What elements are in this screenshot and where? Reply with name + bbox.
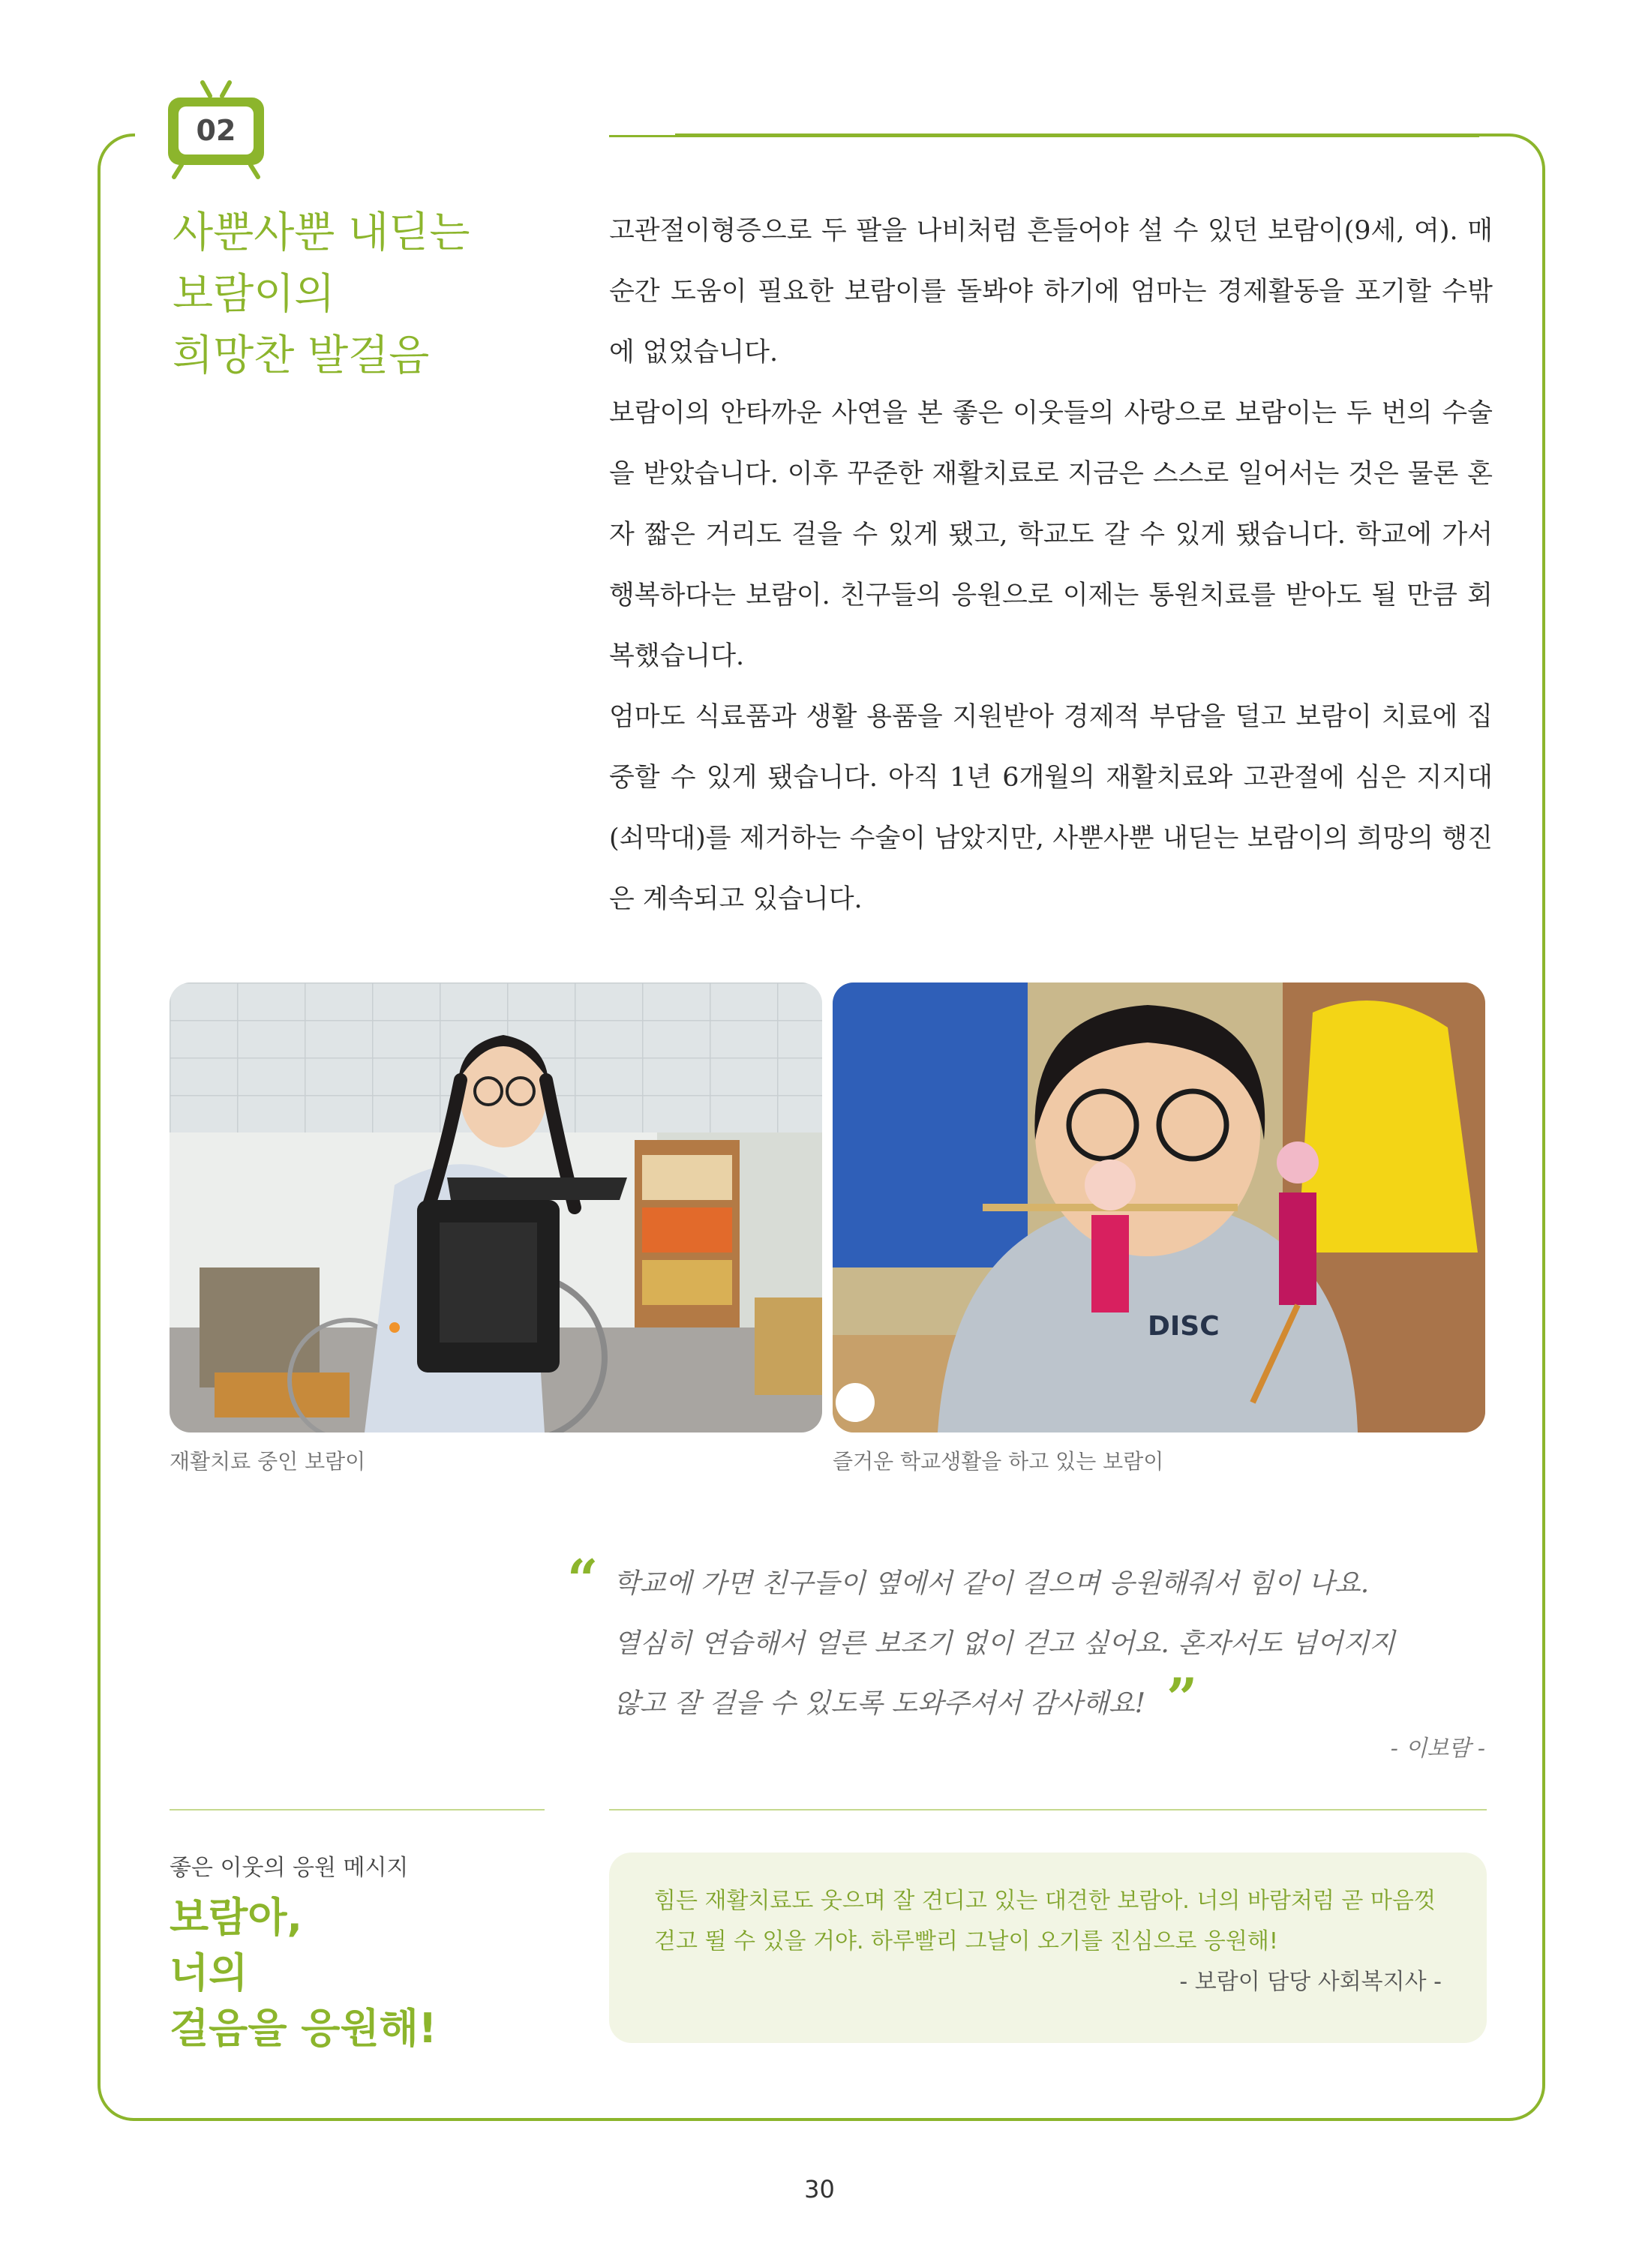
- divider-right: [609, 1809, 1487, 1810]
- body-paragraph: 고관절이형증으로 두 팔을 나비처럼 흔들어야 설 수 있던 보람이(9세, 여). 매 순간 도움이 필요한 보람이를 돌봐야 하기에 엄마는 경제활동을 포기할 수밖에 없었습니다.: [609, 216, 1493, 368]
- title-line: 희망찬 발걸음: [173, 332, 430, 380]
- shirt-text: DISC: [1148, 1311, 1220, 1342]
- message-title-line: 보람아,: [170, 1894, 303, 1941]
- close-quote-icon: ”: [1166, 1666, 1198, 1730]
- page-number: 30: [804, 2175, 835, 2204]
- title-line: 사뿐사뿐 내딛는: [173, 208, 470, 257]
- message-title-line: 걸음을 응원해!: [170, 2005, 437, 2052]
- photo-caption-right: 즐거운 학교생활을 하고 있는 보람이: [833, 1449, 1164, 1474]
- message-title-line: 너의: [170, 1949, 248, 1996]
- open-quote-icon: “: [567, 1547, 599, 1611]
- title-line: 보람이의: [173, 270, 335, 319]
- rehab-photo: [170, 982, 822, 1432]
- quote-line: 않고 잘 걸을 수 있도록 도와주셔서 감사해요!: [614, 1688, 1146, 1719]
- section-number: 02: [196, 114, 236, 147]
- quote-author: - 이보람 -: [1390, 1736, 1485, 1762]
- page-title: [173, 202, 563, 387]
- message-line: 걷고 뛸 수 있을 거야. 하루빨리 그날이 오기를 진심으로 응원해!: [654, 1928, 1278, 1954]
- school-photo: [833, 982, 1485, 1432]
- divider-left: [170, 1809, 545, 1810]
- photo-caption-left: 재활치료 중인 보람이: [170, 1449, 366, 1474]
- quote-line: 열심히 연습해서 얼른 보조기 없이 걷고 싶어요. 혼자서도 넘어지지: [614, 1628, 1395, 1659]
- message-title: [170, 1890, 437, 2056]
- quote-text: [614, 1554, 1484, 1734]
- top-rule: [609, 135, 1479, 137]
- body-paragraph: 보람이의 안타까운 사연을 본 좋은 이웃들의 사랑으로 보람이는 두 번의 수술을 받았습니다. 이후 꾸준한 재활치료로 지금은 스스로 일어서는 것은 물론 혼자 짧은 거리도 걸을 수 있게 됐고, 학교도 갈 수 있게 됐습니다. 학교에 가서 행복하다는 보람이. 친구들의 응원으로 이제는 통원치료를 받아도 될 만큼 회복했습니다.: [609, 398, 1493, 671]
- quote-line: 학교에 가면 친구들이 옆에서 같이 걸으며 응원해줘서 힘이 나요.: [614, 1568, 1370, 1599]
- message-label: 좋은 이웃의 응원 메시지: [170, 1855, 409, 1881]
- body-paragraph: 엄마도 식료품과 생활 용품을 지원받아 경제적 부담을 덜고 보람이 치료에 집중할 수 있게 됐습니다. 아직 1년 6개월의 재활치료와 고관절에 심은 지지대(쇠막대)를 제거하는 수술이 남았지만, 사뿐사뿐 내딛는 보람이의 희망의 행진은 계속되고 있습니다.: [609, 702, 1493, 914]
- message-line: 힘든 재활치료도 웃으며 잘 견디고 있는 대견한 보람아. 너의 바람처럼 곧 마음껏: [654, 1888, 1436, 1914]
- message-box: [609, 1852, 1487, 2043]
- message-author: - 보람이 담당 사회복지사 -: [1179, 1969, 1442, 1995]
- story-body: [609, 201, 1493, 930]
